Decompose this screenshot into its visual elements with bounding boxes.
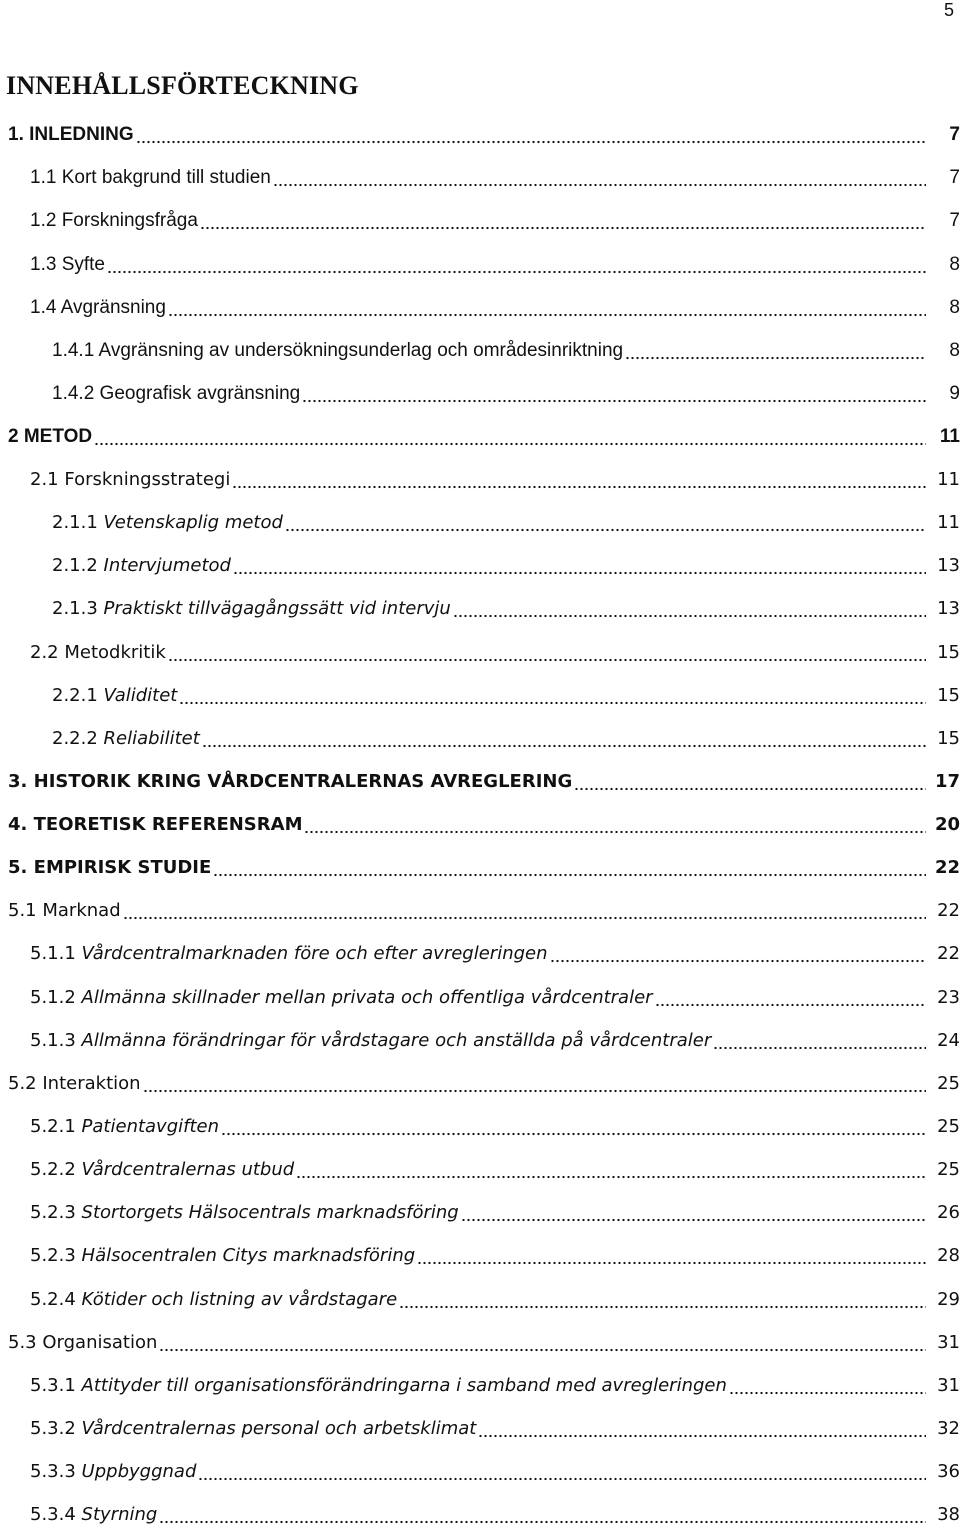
toc-entry-number: 2.2 <box>30 642 59 663</box>
toc-entry-title: Praktiskt tillvägagångssätt vid intervju <box>103 598 451 619</box>
toc-entry[interactable] <box>30 639 960 665</box>
toc-entry-page: 26 <box>937 1202 960 1223</box>
toc-entry-number: 5.2 <box>8 1073 37 1094</box>
toc-entry-number: 5.1.1 <box>30 943 76 964</box>
toc-entry-title: INLEDNING <box>29 124 134 145</box>
toc-entry-title: Stortorgets Hälsocentrals marknadsföring <box>81 1202 459 1223</box>
toc-entry[interactable] <box>30 1415 960 1441</box>
toc-entry[interactable] <box>30 1242 960 1268</box>
dot-leader <box>233 555 926 575</box>
toc-entry[interactable] <box>30 1286 960 1312</box>
toc-entry-title: TEORETISK REFERENSRAM <box>33 814 303 835</box>
toc-entry-page: 17 <box>934 771 960 792</box>
toc-entry-title: Intervjumetod <box>103 555 231 576</box>
toc-entry[interactable] <box>8 768 960 794</box>
toc-entry-title: HISTORIK KRING VÅRDCENTRALERNAS AVREGLERING <box>33 771 573 792</box>
dot-leader <box>478 1418 926 1438</box>
toc-entry-title: Marknad <box>42 900 121 921</box>
toc-entry-title: Kort bakgrund till studien <box>61 167 271 188</box>
toc-entry-page: 38 <box>937 1504 960 1525</box>
toc-entry[interactable] <box>30 1156 960 1182</box>
toc-entry-title: Uppbyggnad <box>81 1461 197 1482</box>
toc-entry[interactable] <box>30 940 960 966</box>
toc-entry-number: 1.4.2 <box>52 383 95 404</box>
toc-entry-page: 8 <box>949 340 960 361</box>
toc-entry-title: Vetenskaplig metod <box>103 512 283 533</box>
toc-entry-page: 11 <box>939 426 960 447</box>
toc-entry-title: Organisation <box>42 1332 158 1353</box>
toc-entry-page: 32 <box>937 1418 960 1439</box>
dot-leader <box>198 1461 926 1481</box>
toc-entry-number: 2.2.1 <box>52 685 98 706</box>
toc-entry[interactable] <box>52 682 960 708</box>
toc-entry-page: 15 <box>937 728 960 749</box>
dot-leader <box>461 1202 926 1222</box>
dot-leader <box>168 297 926 317</box>
toc-entry-page: 22 <box>937 900 960 921</box>
dot-leader <box>123 900 926 920</box>
toc-entry-page: 11 <box>937 512 960 533</box>
dot-leader <box>655 987 926 1007</box>
toc-entry-page: 28 <box>937 1245 960 1266</box>
toc-entry-title: Forskningsfråga <box>61 210 198 231</box>
toc-entry-number: 5.2.3 <box>30 1202 76 1223</box>
dot-leader <box>273 167 926 187</box>
toc-entry-number: 2.1.1 <box>52 512 98 533</box>
toc-entry-title: Attityder till organisationsförändringarna i samband med avregleringen <box>81 1375 727 1396</box>
toc-entry-number: 5.1.3 <box>30 1030 76 1051</box>
toc-title: INNEHÅLLSFÖRTECKNING <box>6 71 359 100</box>
toc-entry[interactable] <box>30 1113 960 1139</box>
toc-entry-number: 2.1 <box>30 469 59 490</box>
toc-entry-number: 5.2.4 <box>30 1289 76 1310</box>
dot-leader <box>168 642 926 662</box>
dot-leader <box>417 1245 926 1265</box>
toc-entry-title: Kötider och listning av vårdstagare <box>81 1289 398 1310</box>
toc-entry[interactable] <box>52 595 960 621</box>
toc-entry-page: 13 <box>937 555 960 576</box>
toc-entry-number: 2.1.2 <box>52 555 98 576</box>
toc-entry-page: 13 <box>937 598 960 619</box>
toc-entry[interactable] <box>30 1199 960 1225</box>
toc-entry-page: 15 <box>937 642 960 663</box>
toc-entry-title: Allmänna förändringar för vårdstagare och anställda på vårdcentraler <box>81 1030 712 1051</box>
toc-entry-number: 1.2 <box>30 210 57 231</box>
toc-entry[interactable] <box>30 466 960 492</box>
toc-entry-page: 23 <box>937 987 960 1008</box>
toc-entry-title: Forskningsstrategi <box>64 469 231 490</box>
dot-leader <box>550 943 926 963</box>
toc-entry-title: Metodkritik <box>64 642 166 663</box>
toc-entry-number: 3. <box>8 771 28 792</box>
toc-entry-page: 31 <box>937 1332 960 1353</box>
toc-entry[interactable] <box>52 380 960 406</box>
toc-entry[interactable] <box>8 121 960 147</box>
toc-entry-number: 1.4.1 <box>52 340 95 361</box>
dot-leader <box>296 1159 926 1179</box>
dot-leader <box>574 771 926 791</box>
toc-entry-number: 1.3 <box>30 254 57 275</box>
dot-leader <box>729 1375 926 1395</box>
toc-entry[interactable] <box>30 1501 960 1527</box>
toc-entry-number: 4. <box>8 814 28 835</box>
toc-entry-title: Vårdcentralmarknaden före och efter avregleringen <box>81 943 548 964</box>
dot-leader <box>399 1289 926 1309</box>
toc-entry[interactable] <box>8 1329 960 1355</box>
toc-entry-title: Vårdcentralernas personal och arbetsklimat <box>81 1418 477 1439</box>
toc-entry-page: 7 <box>949 167 960 188</box>
toc-entry[interactable] <box>52 509 960 535</box>
dot-leader <box>285 512 926 532</box>
toc-entry-title: Syfte <box>61 254 106 275</box>
dot-leader <box>94 426 926 446</box>
toc-entry-page: 29 <box>937 1289 960 1310</box>
toc-entry[interactable] <box>30 251 960 277</box>
toc-entry-page: 8 <box>949 297 960 318</box>
toc-entry[interactable] <box>30 1027 960 1053</box>
toc-entry-number: 5.3.3 <box>30 1461 76 1482</box>
toc-entry[interactable] <box>30 207 960 233</box>
toc-entry-page: 8 <box>949 254 960 275</box>
dot-leader <box>107 254 926 274</box>
toc-entry[interactable] <box>30 1458 960 1484</box>
toc-entry[interactable] <box>8 423 960 449</box>
toc-entry-title: Vårdcentralernas utbud <box>81 1159 295 1180</box>
dot-leader <box>625 340 926 360</box>
dot-leader <box>202 728 926 748</box>
page-number: 5 <box>943 0 954 20</box>
toc-entry-number: 1.1 <box>30 167 57 188</box>
toc-entry-title: Patientavgiften <box>81 1116 220 1137</box>
dot-leader <box>159 1504 926 1524</box>
dot-leader <box>179 685 926 705</box>
toc-entry[interactable] <box>52 337 960 363</box>
toc-entry-title: Hälsocentralen Citys marknadsföring <box>81 1245 416 1266</box>
toc-entry[interactable] <box>8 897 960 923</box>
dot-leader <box>159 1332 926 1352</box>
toc-entry-page: 22 <box>937 943 960 964</box>
toc-entry-number: 5.2.3 <box>30 1245 76 1266</box>
toc-entry-page: 11 <box>937 469 960 490</box>
toc-entry-title: Avgränsning <box>60 297 166 318</box>
toc-entry-title: Styrning <box>81 1504 158 1525</box>
toc-entry[interactable] <box>52 725 960 751</box>
dot-leader <box>232 469 926 489</box>
dot-leader <box>143 1073 926 1093</box>
toc-entry-page: 25 <box>937 1159 960 1180</box>
dot-leader <box>213 857 926 877</box>
toc-entry-number: 5.3.2 <box>30 1418 76 1439</box>
dot-leader <box>304 814 926 834</box>
toc-entry-page: 24 <box>937 1030 960 1051</box>
dot-leader <box>453 598 926 618</box>
toc-entry-title: Reliabilitet <box>103 728 200 749</box>
toc-entry-page: 36 <box>937 1461 960 1482</box>
toc-entry[interactable] <box>30 984 960 1010</box>
toc-entry-number: 2.2.2 <box>52 728 98 749</box>
dot-leader <box>713 1030 926 1050</box>
toc-entry-number: 5.2.2 <box>30 1159 76 1180</box>
toc-entry-number: 2.1.3 <box>52 598 98 619</box>
toc-entry-title: Allmänna skillnader mellan privata och offentliga vårdcentraler <box>81 987 653 1008</box>
toc-entry-number: 5.2.1 <box>30 1116 76 1137</box>
toc-entry-page: 9 <box>949 383 960 404</box>
dot-leader <box>221 1116 926 1136</box>
toc-entry-number: 5.3.1 <box>30 1375 76 1396</box>
toc-entry[interactable] <box>52 552 960 578</box>
toc-entry-page: 20 <box>934 814 960 835</box>
dot-leader <box>302 383 926 403</box>
toc-entry-page: 7 <box>949 210 960 231</box>
toc-entry[interactable] <box>8 854 960 880</box>
dot-leader <box>136 124 926 144</box>
toc-entry-title: METOD <box>23 426 93 447</box>
toc-entry-page: 7 <box>949 124 960 145</box>
toc-entry-page: 31 <box>937 1375 960 1396</box>
toc-entry-title: Geografisk avgränsning <box>99 383 301 404</box>
toc-entry[interactable] <box>30 164 960 190</box>
toc-entry-number: 2 <box>8 426 19 447</box>
toc-entry-title: Interaktion <box>42 1073 141 1094</box>
toc-entry-page: 15 <box>937 685 960 706</box>
toc-entry-page: 25 <box>937 1116 960 1137</box>
dot-leader <box>200 210 926 230</box>
toc-entry-number: 1.4 <box>30 297 57 318</box>
toc-entry[interactable] <box>30 294 960 320</box>
toc-entry[interactable] <box>30 1372 960 1398</box>
toc-entry-number: 1. <box>8 124 24 145</box>
toc-entry-page: 22 <box>934 857 960 878</box>
toc-entry-number: 5.3 <box>8 1332 37 1353</box>
toc-entry-title: Validitet <box>103 685 178 706</box>
toc-entry-number: 5. <box>8 857 28 878</box>
toc-entry-number: 5.1.2 <box>30 987 76 1008</box>
toc-entry[interactable] <box>8 1070 960 1096</box>
toc-entry-title: EMPIRISK STUDIE <box>33 857 212 878</box>
toc-entry-number: 5.1 <box>8 900 37 921</box>
toc-entry-title: Avgränsning av undersökningsunderlag och områdesinriktning <box>98 340 624 361</box>
toc-entry-number: 5.3.4 <box>30 1504 76 1525</box>
toc-entry[interactable] <box>8 811 960 837</box>
toc-entry-page: 25 <box>937 1073 960 1094</box>
